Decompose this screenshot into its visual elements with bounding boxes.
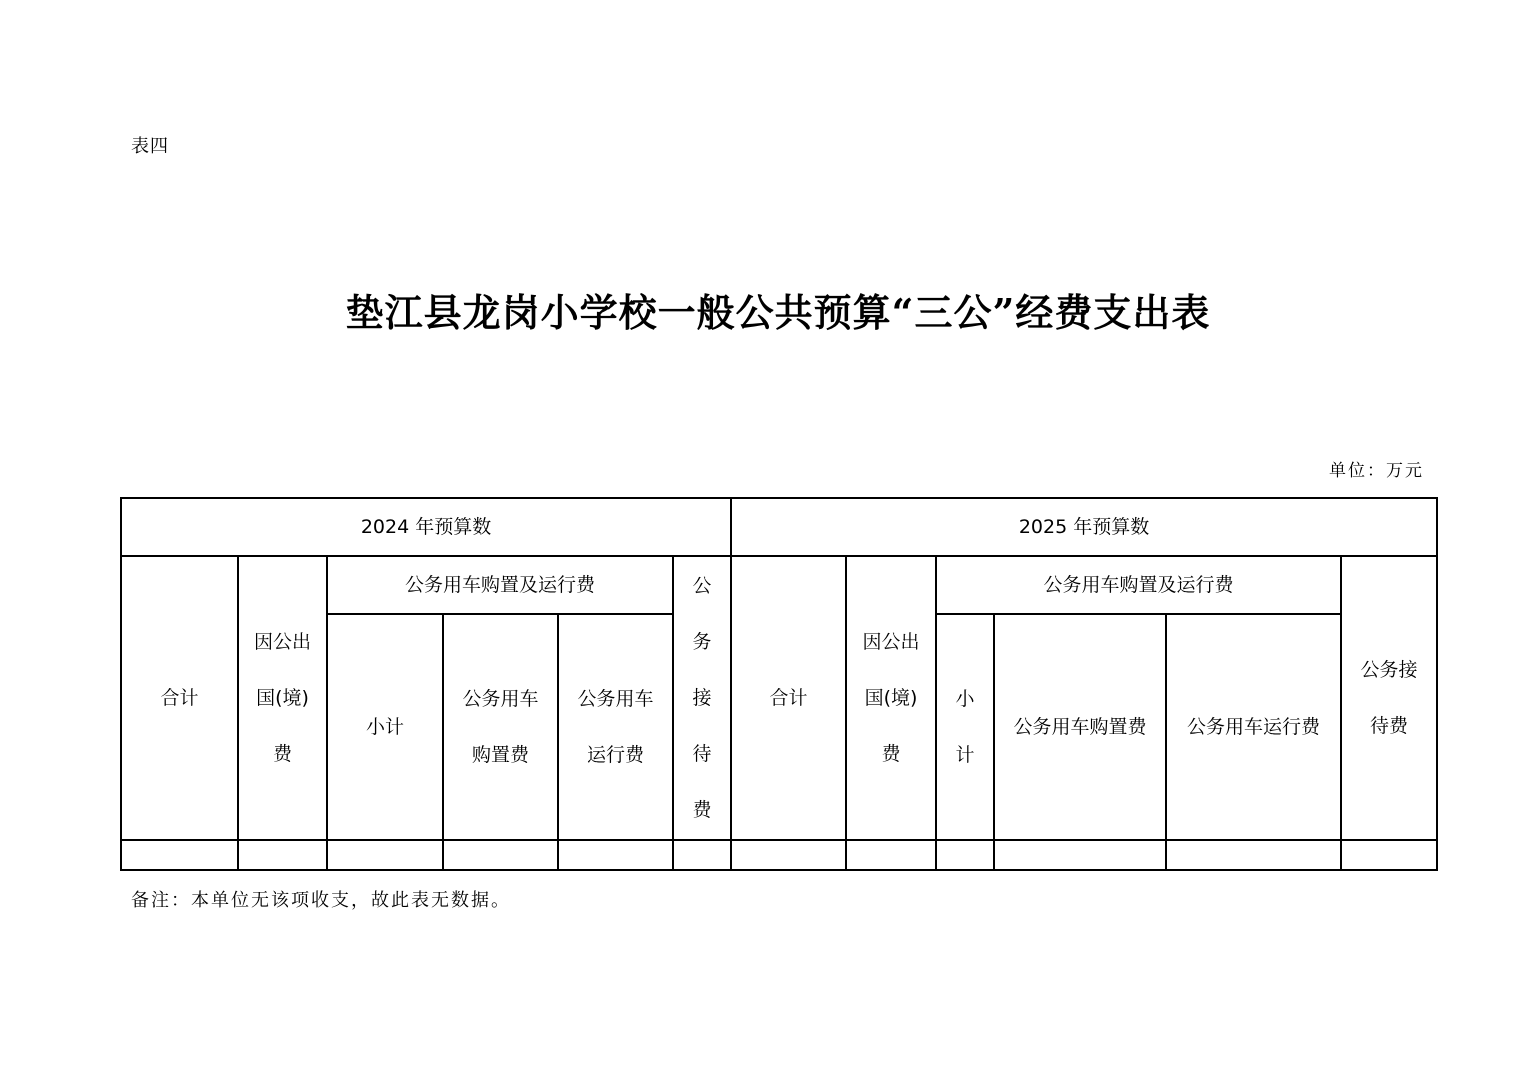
category-header-row [121,556,1437,614]
table-cell [731,840,846,870]
year-2024-header: 2024 年预算数 [121,498,731,556]
operation-header-2025: 公务用车运行费 [1166,614,1341,840]
page-title: 垫江县龙岗小学校一般公共预算“三公”经费支出表 [345,290,1211,335]
table-cell [327,840,443,870]
vehicle-group-header-2024: 公务用车购置及运行费 [327,556,673,614]
table-cell [443,840,558,870]
total-header-2025: 合计 [731,556,846,840]
reception-header-2025: 公务接待费 [1341,556,1437,840]
table-cell [936,840,994,870]
total-header-2024: 合计 [121,556,238,840]
reception-header-2024: 公务接待费 [673,556,731,840]
table-cell [1341,840,1437,870]
table-number-label: 表四 [131,136,169,157]
table-cell [846,840,936,870]
table-cell [1166,840,1341,870]
table-cell [238,840,327,870]
table-cell [121,840,238,870]
purchase-header-2024: 公务用车购置费 [443,614,558,840]
vehicle-group-header-2025: 公务用车购置及运行费 [936,556,1341,614]
overseas-header-2024: 因公出国(境)费 [238,556,327,840]
subtotal-header-2024: 小计 [327,614,443,840]
footnote: 备注：本单位无该项收支，故此表无数据。 [131,890,511,911]
year-2025-header: 2025 年预算数 [731,498,1437,556]
operation-header-2024: 公务用车运行费 [558,614,673,840]
year-header-row [121,498,1437,556]
table-cell [994,840,1166,870]
table-row [121,840,1437,870]
three-public-expenses-table [120,497,1438,871]
table-cell [558,840,673,870]
subtotal-header-2025: 小计 [936,614,994,840]
table-cell [673,840,731,870]
overseas-header-2025: 因公出国(境)费 [846,556,936,840]
unit-label: 单位：万元 [1329,461,1424,481]
purchase-header-2025: 公务用车购置费 [994,614,1166,840]
